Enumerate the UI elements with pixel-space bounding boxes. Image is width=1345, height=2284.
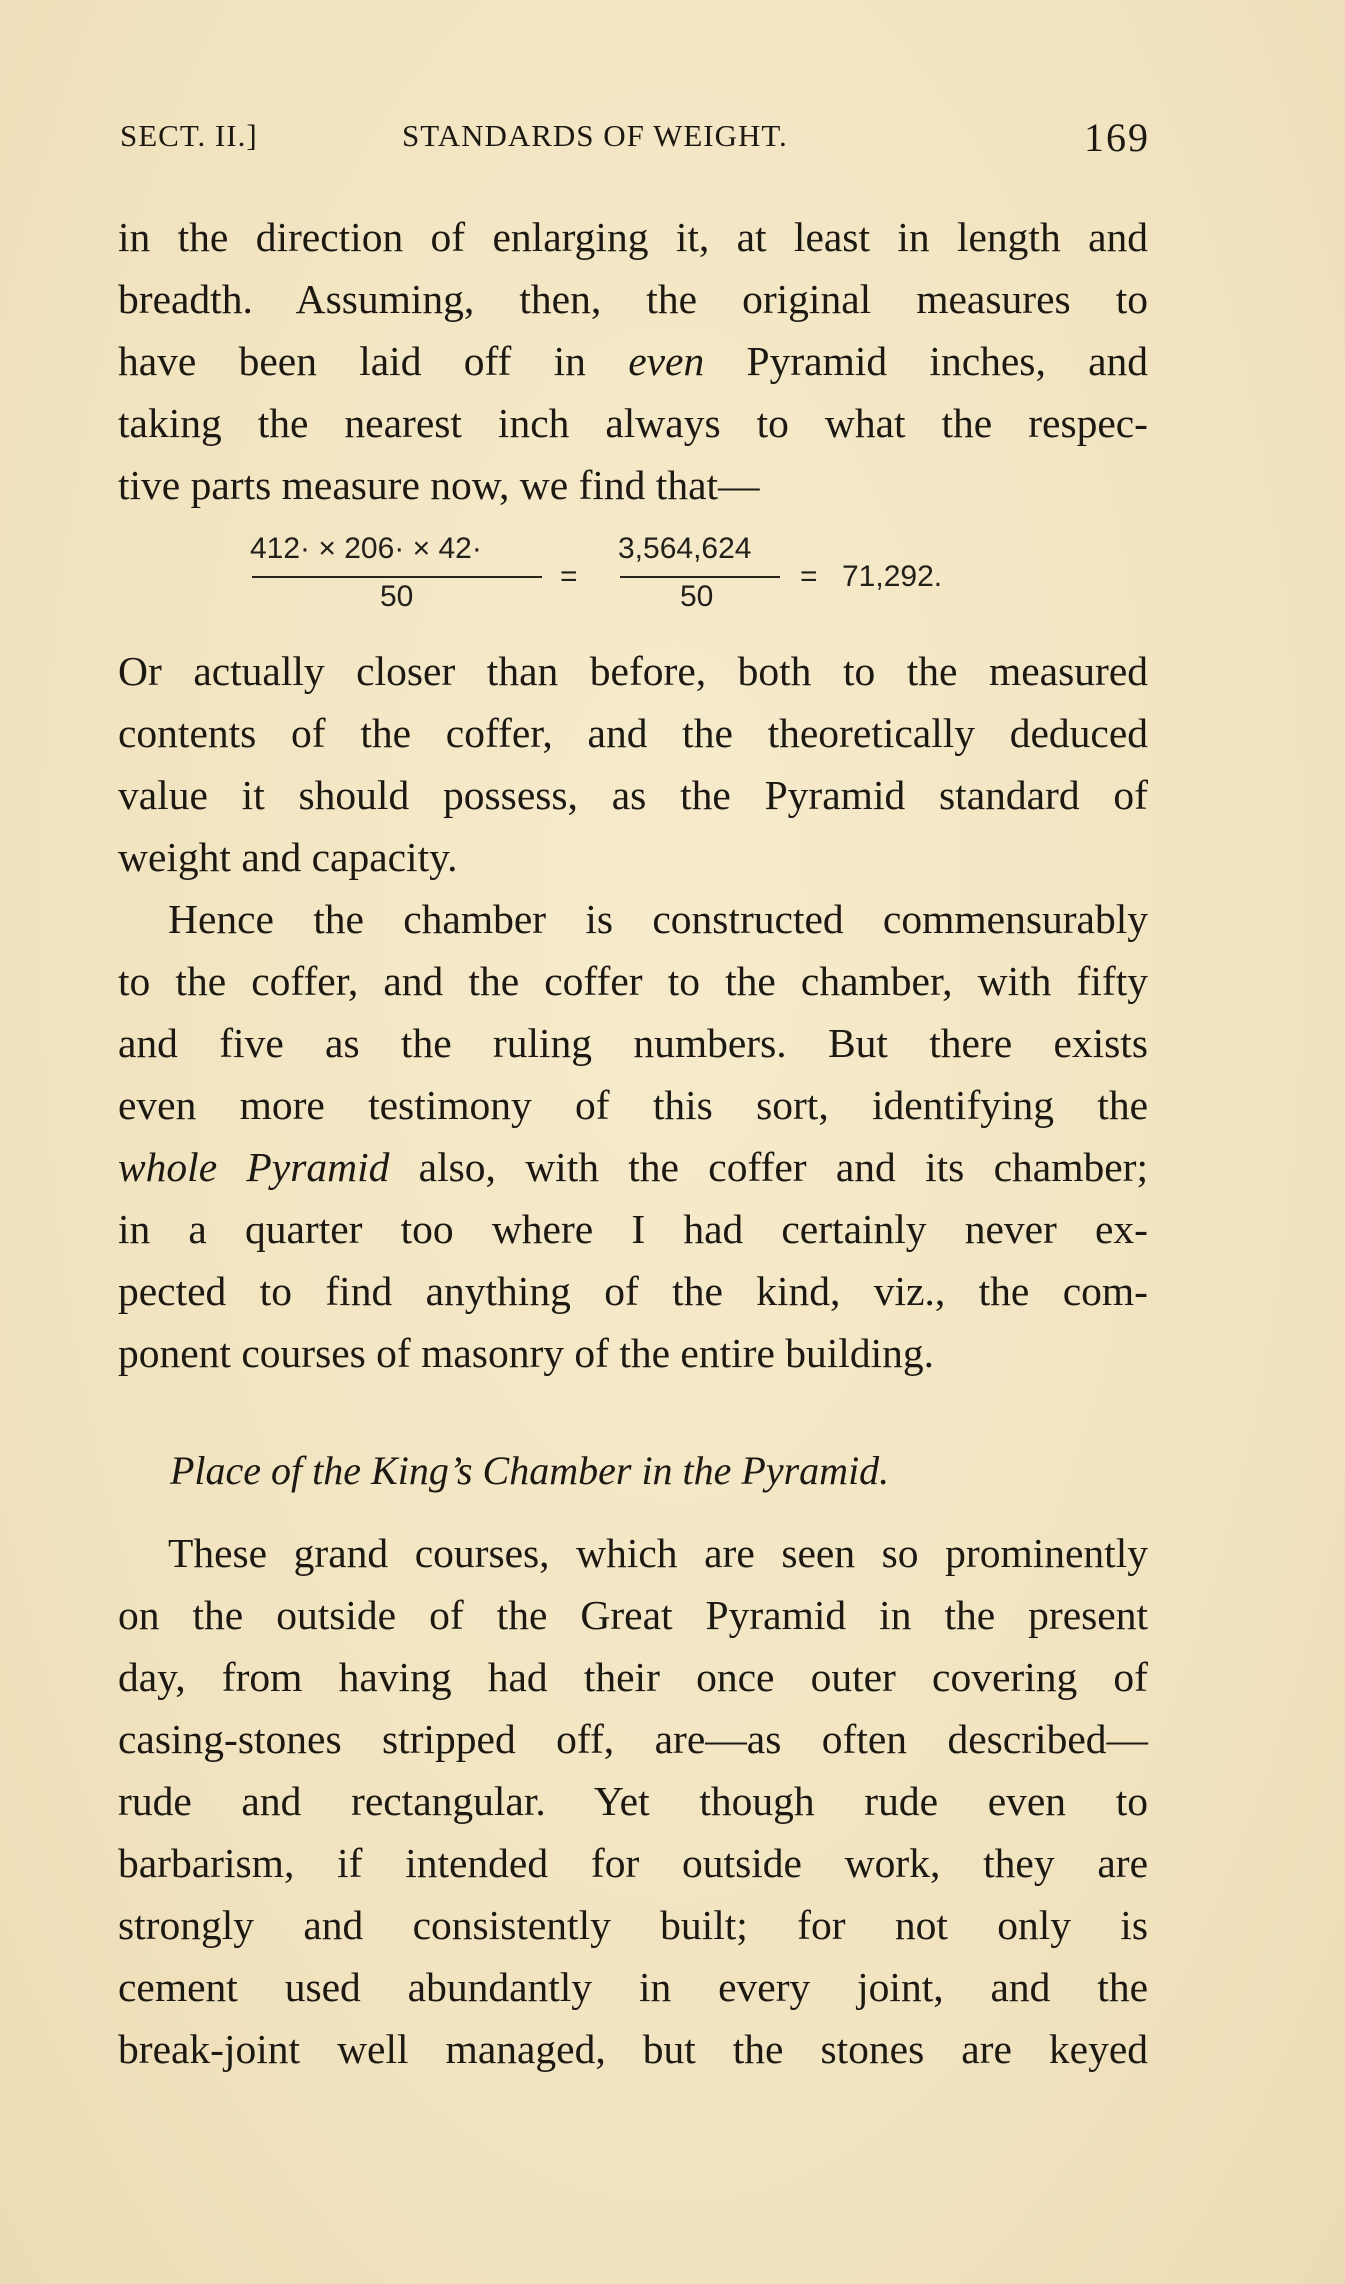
running-header bbox=[120, 115, 1150, 168]
text-line: Or actually closer than before, both to the measured bbox=[118, 648, 1148, 694]
text-line: rude and rectangular. Yet though rude even to bbox=[118, 1778, 1148, 1824]
text-line: in a quarter too where I had certainly never ex- bbox=[118, 1206, 1148, 1252]
text-line: on the outside of the Great Pyramid in the present bbox=[118, 1592, 1148, 1638]
italic-emphasis: even bbox=[628, 338, 705, 384]
text-line: barbarism, if intended for outside work, they are bbox=[118, 1840, 1148, 1886]
text-span: have been laid off in bbox=[118, 338, 586, 384]
text-line: breadth. Assuming, then, the original measures to bbox=[118, 276, 1148, 322]
text-line: to the coffer, and the coffer to the chamber, with fifty bbox=[118, 958, 1148, 1004]
fraction-bar-2 bbox=[620, 576, 780, 578]
text-line: cement used abundantly in every joint, and the bbox=[118, 1964, 1148, 2010]
text-span: also, with the coffer and its chamber; bbox=[418, 1144, 1148, 1190]
formula-result: 71,292. bbox=[842, 560, 943, 593]
formula-denominator-1: 50 bbox=[380, 580, 414, 613]
text-line: tive parts measure now, we find that— bbox=[118, 462, 760, 508]
formula-numerator-1: 412· × 206· × 42· bbox=[250, 532, 482, 565]
text-line: break-joint well managed, but the stones are keyed bbox=[118, 2026, 1148, 2072]
text-line: casing-stones stripped off, are—as often described— bbox=[118, 1716, 1148, 1762]
text-line: contents of the coffer, and the theoretically deduced bbox=[118, 710, 1148, 756]
formula bbox=[0, 532, 1345, 632]
formula-equals-2: = bbox=[800, 560, 818, 593]
text-line bbox=[118, 1136, 1148, 1198]
text-line: Hence the chamber is constructed commensurably bbox=[168, 896, 1148, 942]
formula-numerator-2: 3,564,624 bbox=[618, 532, 752, 565]
section-label: SECT. II.] bbox=[120, 118, 258, 153]
text-line: day, from having had their once outer covering of bbox=[118, 1654, 1148, 1700]
text-line: strongly and consistently built; for not only is bbox=[118, 1902, 1148, 1948]
text-line: taking the nearest inch always to what the respec- bbox=[118, 400, 1148, 446]
text-line: in the direction of enlarging it, at least in length and bbox=[118, 214, 1148, 260]
text-line: ponent courses of masonry of the entire building. bbox=[118, 1330, 934, 1376]
text-line: pected to find anything of the kind, viz., the com- bbox=[118, 1268, 1148, 1314]
formula-equals-1: = bbox=[560, 560, 578, 593]
running-title: STANDARDS OF WEIGHT. bbox=[402, 118, 788, 153]
text-line: even more testimony of this sort, identifying the bbox=[118, 1082, 1148, 1128]
italic-emphasis: whole Pyramid bbox=[118, 1144, 390, 1190]
section-heading: Place of the King’s Chamber in the Pyramid. bbox=[170, 1448, 890, 1493]
fraction-bar-1 bbox=[252, 576, 542, 578]
text-line: and five as the ruling numbers. But there exists bbox=[118, 1020, 1148, 1066]
page-number: 169 bbox=[1084, 115, 1150, 160]
text-span: Pyramid inches, and bbox=[746, 338, 1149, 384]
text-line bbox=[118, 330, 1148, 392]
text-line: These grand courses, which are seen so prominently bbox=[168, 1530, 1148, 1576]
formula-denominator-2: 50 bbox=[680, 580, 714, 613]
text-line: value it should possess, as the Pyramid standard of bbox=[118, 772, 1148, 818]
text-line: weight and capacity. bbox=[118, 834, 458, 880]
